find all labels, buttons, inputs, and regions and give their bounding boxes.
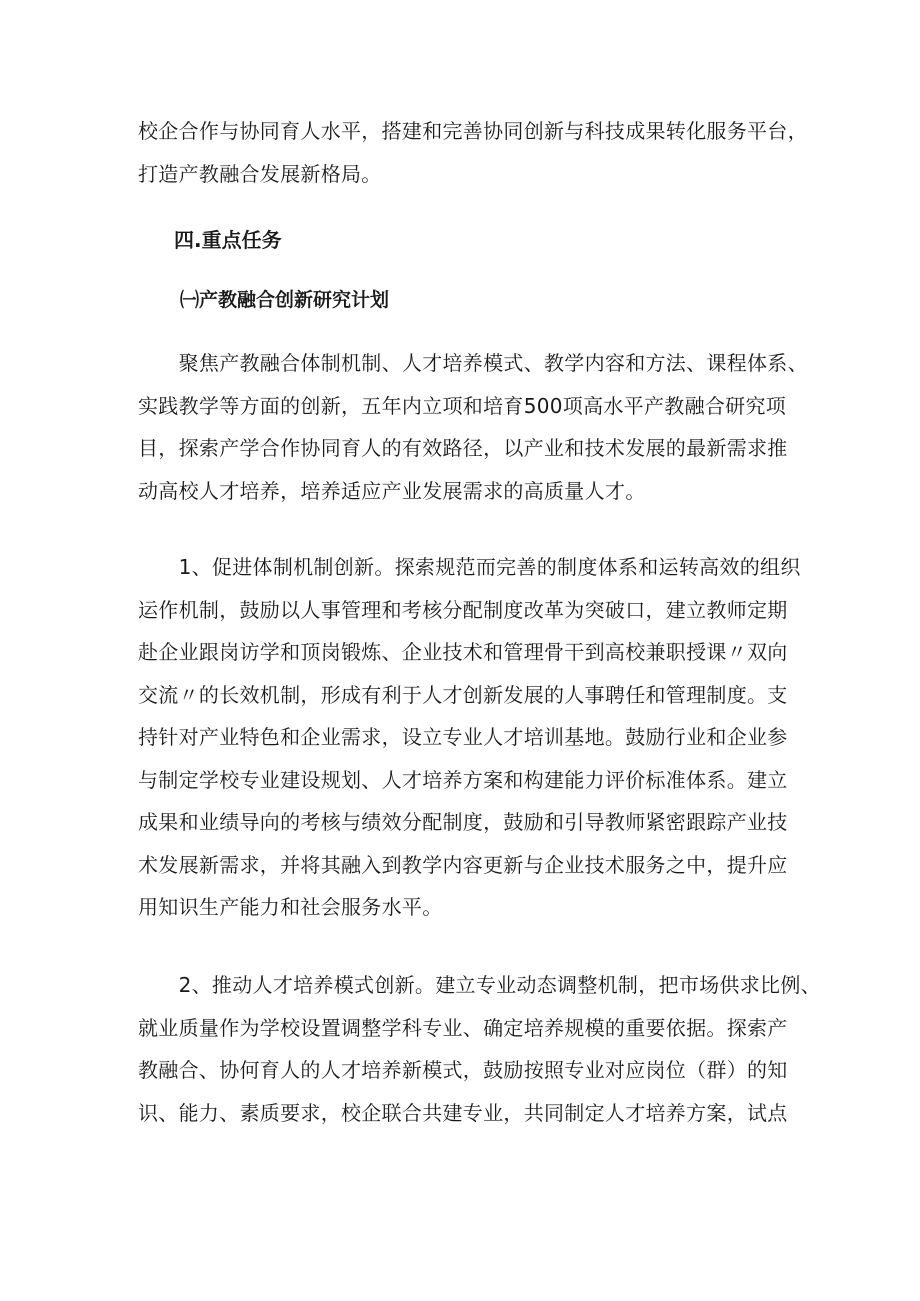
text-line: 用知识生产能力和社会服务水平。 xyxy=(138,895,443,919)
text-line: 聚焦产教融合体制机制、人才培养模式、教学内容和方法、课程体系、 xyxy=(138,351,808,375)
text-line: 识、能力、素质要求，校企联合共建专业，共同制定人才培养方案，试点 xyxy=(138,1100,788,1125)
text-line: 1、促进体制机制创新。探索规范而完善的制度体系和运转高效的组织 xyxy=(138,555,801,579)
paragraph-item-1 xyxy=(138,546,801,929)
text-line: 教融合、协何育人的人才培养新模式，鼓励按照专业对应岗位（群）的知 xyxy=(138,1058,788,1082)
text-line: 动高校人才培养，培养适应产业发展需求的高质量人才。 xyxy=(138,478,646,503)
paragraph-item-2 xyxy=(138,964,821,1134)
section-heading: 四.重点任务 xyxy=(174,228,282,252)
text-line: 校企合作与协同育人水平，搭建和完善协同创新与科技成果转化服务平台， xyxy=(138,119,808,143)
text-line: 持针对产业特色和企业需求，设立专业人才培训基地。鼓励行业和企业参 xyxy=(138,725,788,749)
text-line: 2、推动人才培养模式创新。建立专业动态调整机制，把市场供求比例、 xyxy=(138,973,821,997)
text-line: 赴企业跟岗访学和顶岗锻炼、企业技术和管理骨干到高校兼职授课〃双向 xyxy=(138,640,788,664)
text-line: 目，探索产学合作协同育人的有效路径，以产业和技术发展的最新需求推 xyxy=(138,436,788,460)
text-line: 成果和业绩导向的考核与绩效分配制度，鼓励和引导教师紧密跟踪产业技 xyxy=(138,810,788,834)
text-line: 术发展新需求，并将其融入到教学内容更新与企业技术服务之中，提升应 xyxy=(138,852,788,877)
paragraph-overview xyxy=(138,342,808,512)
text-line: 交流〃的长效机制，形成有利于人才创新发展的人事聘任和管理制度。支 xyxy=(138,682,788,707)
text-line: 实践教学等方面的创新，五年内立项和培育500项高水平产教融合研究项 xyxy=(138,393,787,418)
text-line: 打造产教融合发展新格局。 xyxy=(138,161,382,186)
text-line: 运作机制，鼓励以人事管理和考核分配制度改革为突破口，建立教师定期 xyxy=(138,597,788,622)
sub-heading: ㈠产教融合创新研究计划 xyxy=(180,289,390,311)
text-line: 与制定学校专业建设规划、人才培养方案和构建能力评价标准体系。建立 xyxy=(138,767,788,792)
text-line: 就业质量作为学校设置调整学科专业、确定培养规模的重要依据。探索产 xyxy=(138,1015,788,1040)
intro-paragraph xyxy=(138,110,808,195)
